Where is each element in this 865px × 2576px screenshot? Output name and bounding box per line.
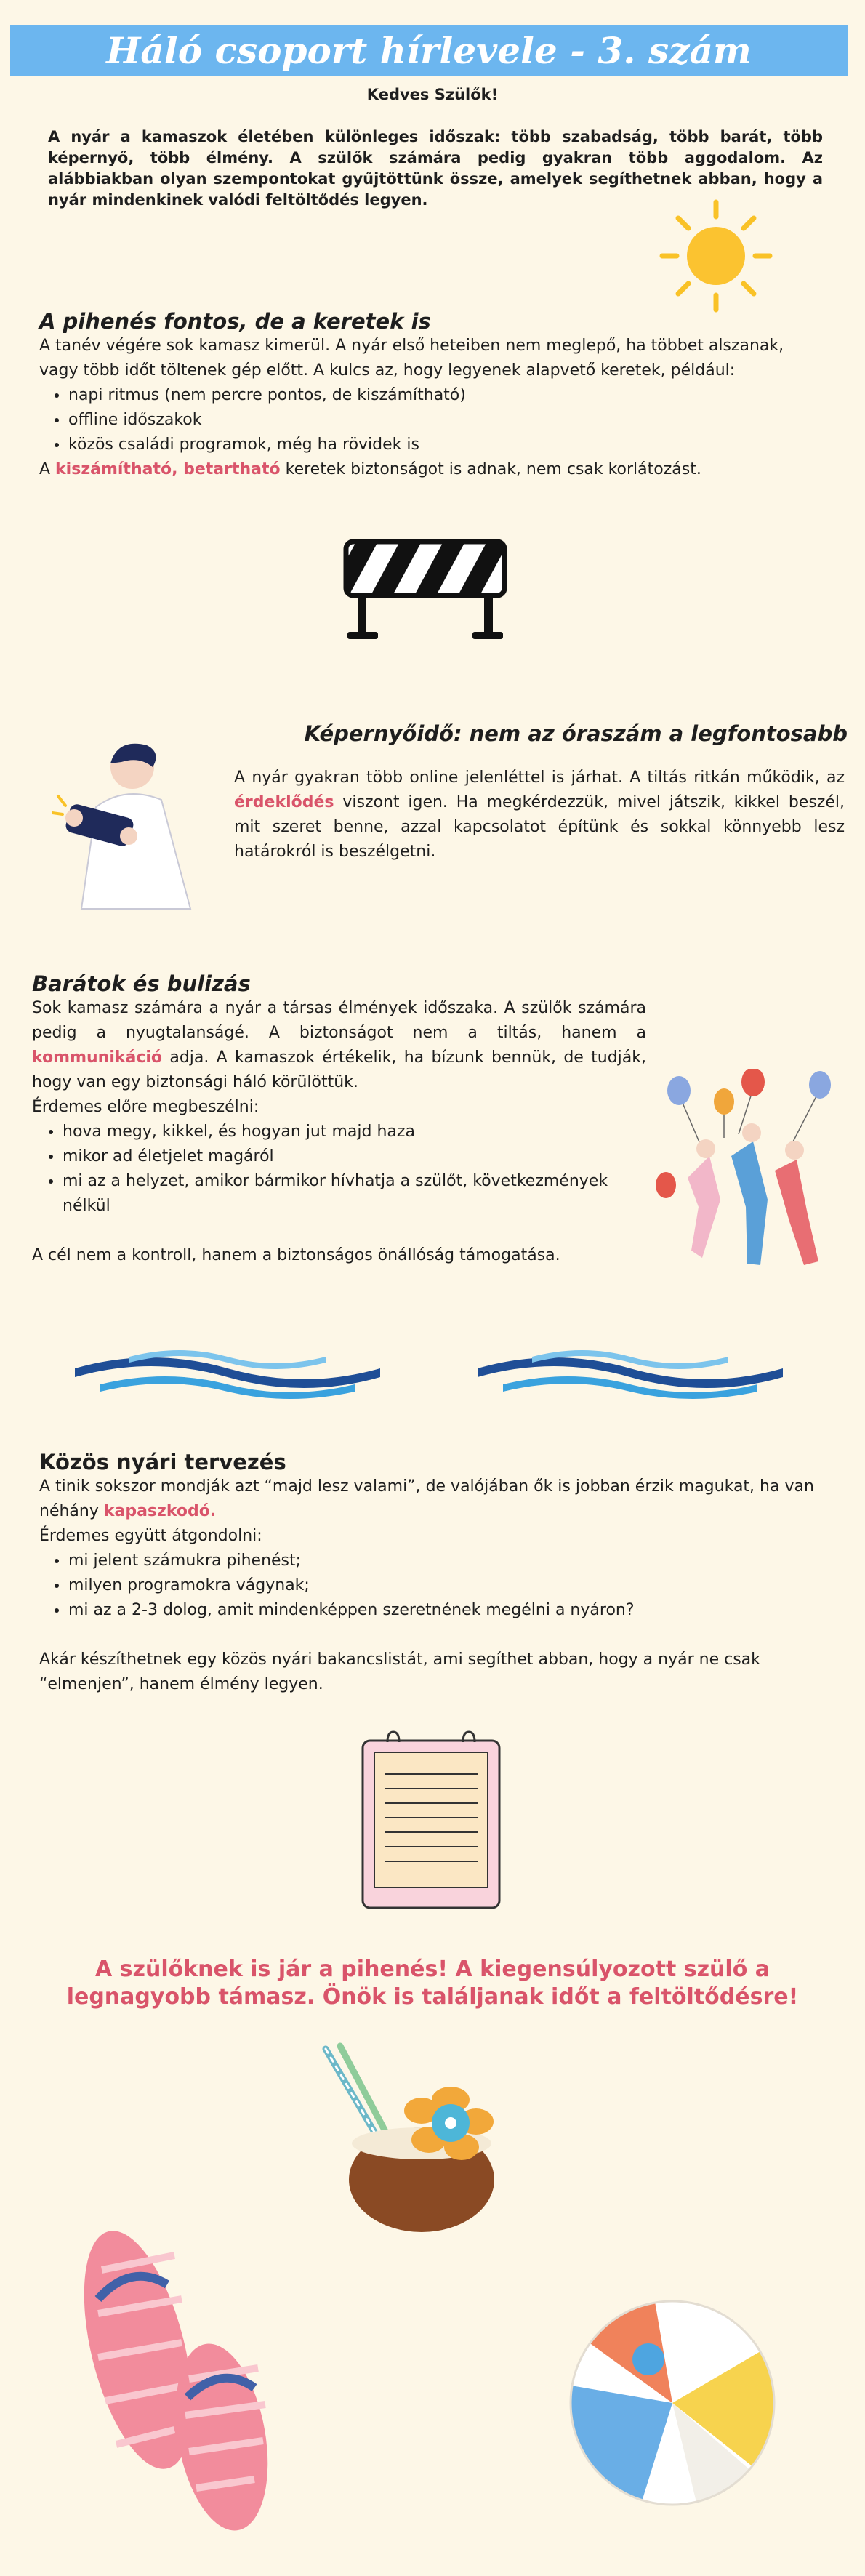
party-illustration <box>651 1069 840 1280</box>
list-item: • napi ritmus (nem percre pontos, de kiszámítható) <box>68 383 824 408</box>
section-heading: Közös nyári tervezés <box>39 1450 286 1474</box>
wave-icon <box>474 1339 786 1405</box>
wave-icon <box>71 1339 384 1405</box>
bullet-list <box>39 383 824 457</box>
section-rest <box>39 309 824 482</box>
section-paragraph: A tanév végére sok kamasz kimerül. A nyár első heteiben nem meglepő, ha többet alszanak, vagy több időt töltenek gép előtt. A kulcs az, hogy legyenek alapvető keretek, például: <box>39 337 784 380</box>
list-lead: Érdemes együtt átgondolni: <box>39 1527 262 1545</box>
barrier-icon <box>342 534 509 651</box>
highlight-text: kapaszkodó. <box>103 1502 217 1520</box>
list-item: • mikor ad életjelet magáról <box>63 1144 646 1169</box>
list-item: • hova megy, kikkel, és hogyan jut majd haza <box>63 1120 646 1144</box>
newsletter-title: Háló csoport hírlevele - 3. szám <box>106 28 752 72</box>
section-note: A kiszámítható, betartható keretek biztonságot is adnak, nem csak korlátozást. <box>39 460 701 478</box>
list-item: • milyen programokra vágynak; <box>68 1573 817 1598</box>
section-paragraph: A tinik sokszor mondják azt “majd lesz valami”, de valójában ők is jobban érzik magukat, ha van néhány kapaszkodó. <box>39 1477 814 1520</box>
list-item: • közös családi programok, még ha rövidek is <box>68 433 824 457</box>
section-friends <box>32 971 646 1268</box>
section-conclusion: A cél nem a kontroll, hanem a biztonságos önállóság támogatása. <box>32 1246 560 1264</box>
bullet-list <box>32 1120 646 1219</box>
highlight-text: kommunikáció <box>32 1048 163 1067</box>
section-heading: A pihenés fontos, de a keretek is <box>39 309 431 334</box>
greeting: Kedves Szülők! <box>366 86 499 103</box>
list-lead: Érdemes előre megbeszélni: <box>32 1098 260 1116</box>
closing-message: A szülőknek is jár a pihenés! A kiegensúlyozott szülő a legnagyobb támasz. Önök is találjanak időt a feltöltődésre! <box>66 1957 799 2010</box>
list-item: • mi az a 2-3 dolog, amit mindenképpen szeretnének megélni a nyáron? <box>68 1598 817 1623</box>
list-item: • offline időszakok <box>68 408 824 433</box>
list-item: • mi jelent számukra pihenést; <box>68 1549 817 1573</box>
intro-paragraph: A nyár a kamaszok életében különleges időszak: több szabadság, több barát, több képernyő, több élmény. A szülők számára pedig gyakran több aggodalom. Az alábbiakban olyan szempontokat gyűjtöttünk össze, amelyek segíthetnek abban, hogy a nyár mindenkinek valódi feltöltődés legyen. <box>48 128 823 209</box>
list-item: • mi az a helyzet, amikor bármikor hívhatja a szülőt, következmények nélkül <box>63 1169 646 1219</box>
bullet-list <box>39 1549 817 1623</box>
section-paragraph: Sok kamasz számára a nyár a társas élmények időszaka. A szülők számára pedig a nyugtalanságé. A biztonságot nem a tiltás, hanem a kommunikáció adja. A kamaszok értékelik, ha bízunk bennük, de tudják, hogy van egy biztonsági háló körülöttük. <box>32 999 646 1091</box>
highlight-text: kiszámítható, betartható <box>55 460 281 478</box>
title-bar <box>10 25 848 76</box>
highlight-text: érdeklődés <box>234 793 334 811</box>
section-heading: Képernyőidő: nem az óraszám a legfontosabb <box>304 721 848 746</box>
flip-flops-icon <box>80 2219 283 2535</box>
beach-ball-icon <box>567 2298 778 2508</box>
section-conclusion: Akár készíthetnek egy közös nyári bakancslistát, ami segíthet abban, hogy a nyár ne csak “elmenjen”, hanem élmény legyen. <box>39 1650 760 1693</box>
section-paragraph: A nyár gyakran több online jelenléttel is járhat. A tiltás ritkán működik, az érdeklődés viszont igen. Ha megkérdezzük, mivel játszik, kikkel beszél, mit szeret benne, azzal kapcsolatot építünk és sokkal könnyebb lesz határokról is beszélgetni. <box>234 769 845 861</box>
section-planning <box>39 1450 817 1697</box>
section-heading: Barátok és bulizás <box>32 971 251 996</box>
sun-icon <box>658 198 774 314</box>
gamer-illustration <box>52 727 209 918</box>
coconut-drink-icon <box>313 2042 516 2238</box>
notepad-icon <box>358 1730 504 1912</box>
